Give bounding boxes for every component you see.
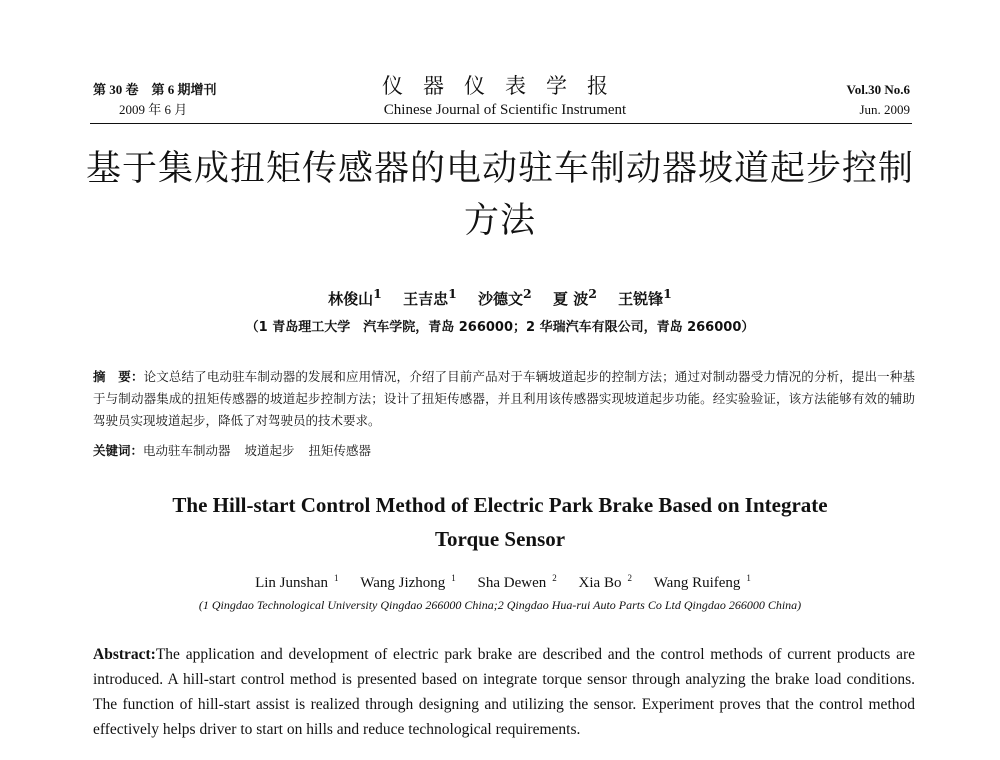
author-en: Wang Jizhong $^1$ (360, 573, 456, 591)
author-en: Xia Bo $^2$ (578, 573, 632, 591)
abstract-cn (93, 366, 915, 432)
paper-title-cn: 基于集成扭矩传感器的电动驻车制动器坡道起步控制方法 (85, 149, 914, 241)
date-cn: 2009 年 6 月 (119, 102, 188, 117)
keyword-cn: 电动驻车制动器 (143, 443, 231, 458)
keywords-label-cn: 关键词： (93, 443, 144, 458)
volume-issue-en: Vol.30 No.6 (846, 82, 910, 97)
keywords-cn (93, 440, 915, 462)
journal-name-en: Chinese Journal of Scientific Instrument (383, 102, 627, 118)
journal-issue-cn (93, 80, 217, 120)
journal-name-cn: 仪器仪表学报 (382, 74, 628, 98)
author-en: Wang Ruifeng $^1$ (653, 573, 751, 591)
paper-title-en-line1: The Hill-start Control Method of Electric Park Brake Based on Integrate (172, 493, 828, 517)
paper-title-en (100, 488, 900, 556)
author-en: Lin Junshan $^1$ (255, 573, 339, 591)
keyword-cn: 扭矩传感器 (308, 443, 372, 458)
keyword-cn: 坡道起步 (244, 443, 295, 458)
author-en: Sha Dewen $^2$ (477, 573, 557, 591)
author-cn: 王吉忠$^1$ (403, 286, 457, 308)
volume-issue-cn: 第 30 卷 第 6 期增刊 (93, 82, 217, 97)
affiliation-en: (1 Qingdao Technological University Qingdao 266000 China;2 Qingdao Hua-rui Auto Parts Co Ltd Qingdao 266000 China) (198, 598, 802, 612)
abstract-text-en: The application and development of electric park brake are described and the control methods of current products are introduced. A hill-start control method is presented based on integrate torque sensor through analyzing the brake load conditions. The function of hill-start assist is realized through designing and utilizing the sensor. Experiment proves that the control method effectively helps driver to start on hills and reduce technological requirements. (93, 646, 915, 738)
abstract-label-cn: 摘 要： (93, 369, 144, 384)
affiliation-cn: （1 青岛理工大学 汽车学院，青岛 266000；2 华瑞汽车有限公司，青岛 266000） (245, 320, 755, 335)
date-en: Jun. 2009 (859, 102, 910, 117)
author-list-en (150, 573, 850, 592)
abstract-en (93, 642, 915, 742)
author-cn: 王锐锋$^1$ (618, 286, 672, 308)
header-rule (90, 123, 912, 124)
paper-title-en-line2: Torque Sensor (434, 527, 566, 551)
journal-issue-en (847, 80, 910, 120)
author-cn: 夏 波$^2$ (552, 286, 597, 308)
author-list-cn (200, 286, 800, 309)
journal-name (330, 72, 680, 120)
author-cn: 林俊山$^1$ (328, 286, 382, 308)
abstract-text-cn: 论文总结了电动驻车制动器的发展和应用情况，介绍了目前产品对于车辆坡道起步的控制方法；通过对制动器受力情况的分析，提出一种基于与制动器集成的扭矩传感器的坡道起步控制方法；设计了扭矩传感器，并且利用该传感器实现坡道起步功能。经实验验证，该方法能够有效的辅助驾驶员实现坡道起步，降低了对驾驶员的技术要求。 (93, 369, 915, 428)
author-cn: 沙德文$^2$ (478, 286, 532, 308)
abstract-label-en: Abstract: (93, 646, 156, 663)
